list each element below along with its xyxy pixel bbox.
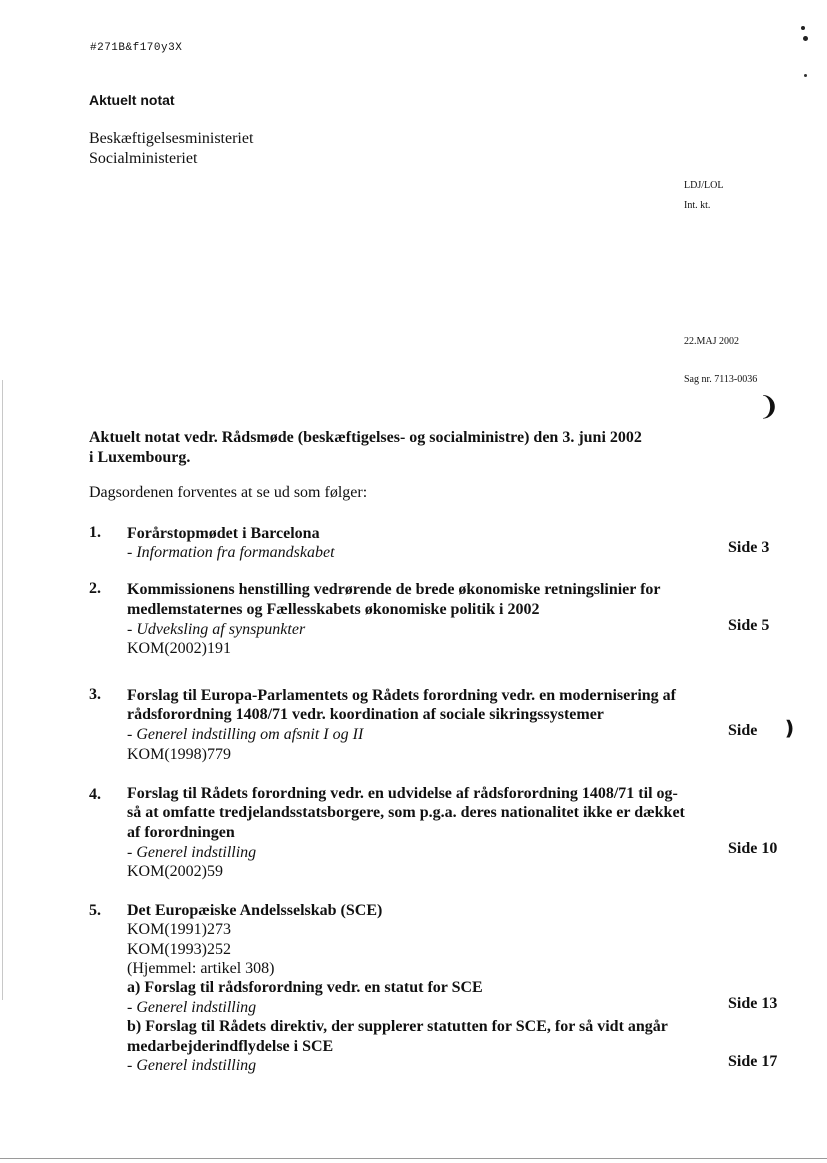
- agenda-subitem-title: a) Forslag til rådsforordning vedr. en statut for SCE: [127, 979, 483, 996]
- agenda-item-page-ref: Side: [728, 722, 758, 739]
- agenda-item-title: så at omfatte tredjelandsstatsborgere, som p.g.a. deres nationalitet ikke er dækket: [127, 804, 685, 821]
- ministry-name-2: Socialministeriet: [89, 150, 198, 167]
- agenda-item-number: 1.: [89, 524, 101, 541]
- document-date: 22.MAJ 2002: [684, 336, 740, 347]
- document-title-line-1: Aktuelt notat vedr. Rådsmøde (beskæftigelses- og socialministre) den 3. juni 2002: [89, 429, 642, 446]
- handwritten-mark-icon: ❩: [758, 392, 780, 422]
- document-code: #271B&f170y3X: [90, 42, 183, 54]
- agenda-item-action: - Udveksling af synspunkter: [127, 621, 306, 638]
- document-type-heading: Aktuelt notat: [89, 92, 175, 108]
- agenda-subitem-title: medarbejderindflydelse i SCE: [127, 1038, 334, 1055]
- agenda-item-page-ref: Side 17: [728, 1053, 778, 1070]
- agenda-item-number: 3.: [89, 686, 101, 703]
- agenda-item-title: medlemstaternes og Fællesskabets økonomiske politik i 2002: [127, 601, 540, 618]
- agenda-item-title: af forordningen: [127, 824, 235, 841]
- agenda-item-number: 5.: [89, 902, 101, 919]
- document-title-line-2: i Luxembourg.: [89, 449, 191, 466]
- scan-edge-line: [0, 1158, 827, 1159]
- reference-initials: LDJ/LOL: [684, 180, 724, 191]
- agenda-item-action: - Generel indstilling: [127, 999, 257, 1016]
- agenda-intro: Dagsordenen forventes at se ud som følger:: [89, 484, 368, 501]
- agenda-item-action: - Generel indstilling: [127, 1057, 257, 1074]
- case-number: Sag nr. 7113-0036: [684, 374, 758, 385]
- agenda-item-reference: KOM(2002)59: [127, 863, 223, 880]
- scan-speck-icon: [801, 26, 805, 30]
- agenda-item-page-ref: Side 5: [728, 617, 770, 634]
- ministry-name-1: Beskæftigelsesministeriet: [89, 130, 254, 147]
- scan-speck-icon: [804, 74, 807, 77]
- agenda-item-number: 2.: [89, 580, 101, 597]
- agenda-item-reference: KOM(1998)779: [127, 746, 231, 763]
- agenda-item-page-ref: Side 10: [728, 840, 778, 857]
- agenda-item-page-ref: Side 3: [728, 539, 770, 556]
- agenda-item-action: - Generel indstilling om afsnit I og II: [127, 726, 364, 743]
- agenda-item-legal-basis: (Hjemmel: artikel 308): [127, 960, 275, 977]
- agenda-item-page-ref: Side 13: [728, 995, 778, 1012]
- agenda-subitem-title: b) Forslag til Rådets direktiv, der supplerer statutten for SCE, for så vidt angår: [127, 1018, 668, 1035]
- agenda-item-reference: KOM(1991)273: [127, 921, 231, 938]
- agenda-item-reference: KOM(1993)252: [127, 941, 231, 958]
- scan-speck-icon: [803, 36, 808, 41]
- agenda-item-title: rådsforordning 1408/71 vedr. koordination af sociale sikringssystemer: [127, 706, 604, 723]
- handwritten-mark-icon: ❫: [781, 716, 798, 740]
- scan-edge-line: [2, 380, 3, 1000]
- agenda-item-title: Det Europæiske Andelsselskab (SCE): [127, 902, 383, 919]
- agenda-item-reference: KOM(2002)191: [127, 640, 231, 657]
- agenda-item-title: Forårstopmødet i Barcelona: [127, 525, 320, 542]
- reference-sub: Int. kt.: [684, 200, 711, 211]
- agenda-item-action: - Generel indstilling: [127, 844, 257, 861]
- agenda-item-title: Forslag til Europa-Parlamentets og Rådets forordning vedr. en modernisering af: [127, 687, 677, 704]
- agenda-item-action: - Information fra formandskabet: [127, 544, 335, 561]
- agenda-item-title: Forslag til Rådets forordning vedr. en udvidelse af rådsforordning 1408/71 til og-: [127, 785, 678, 802]
- agenda-item-title: Kommissionens henstilling vedrørende de brede økonomiske retningslinier for: [127, 581, 661, 598]
- agenda-item-number: 4.: [89, 786, 101, 803]
